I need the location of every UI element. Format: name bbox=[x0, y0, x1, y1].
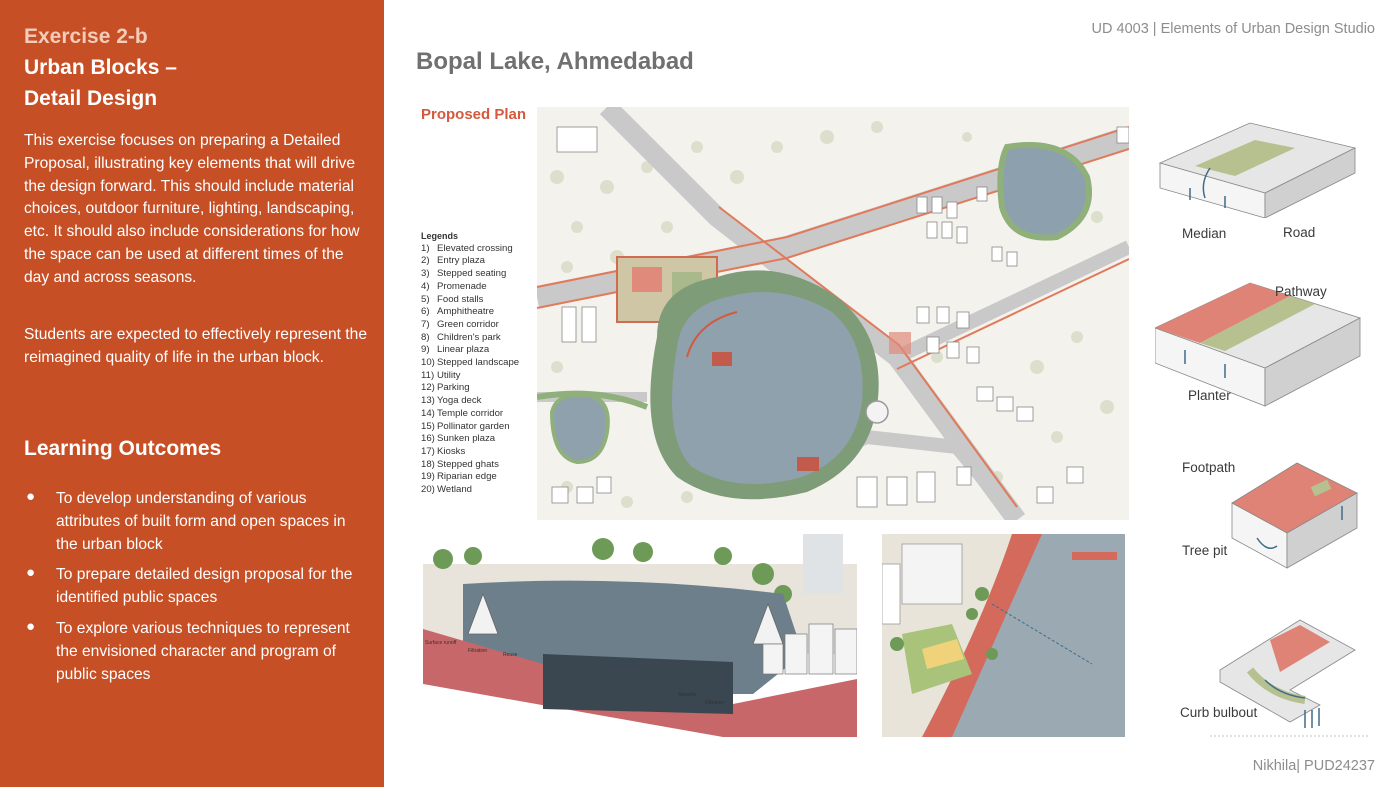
legend-text: Utility bbox=[437, 369, 461, 381]
tree-pit-label: Tree pit bbox=[1182, 543, 1228, 558]
tower-building bbox=[882, 564, 900, 624]
legend-number: 20) bbox=[421, 484, 435, 496]
annotation-filtration: Filtration bbox=[468, 648, 488, 654]
learning-outcome-item bbox=[24, 618, 369, 686]
proposed-plan-label: Proposed Plan bbox=[421, 106, 527, 123]
legend-item bbox=[421, 421, 533, 434]
legend-item bbox=[421, 294, 533, 307]
legend-item bbox=[421, 268, 533, 281]
legend-text: Parking bbox=[437, 382, 470, 394]
legend-number: 6) bbox=[421, 306, 430, 318]
legend-number: 14) bbox=[421, 407, 435, 419]
legend-text: Food stalls bbox=[437, 293, 484, 305]
legend-item bbox=[421, 332, 533, 345]
building-block bbox=[902, 544, 962, 604]
plan-legend bbox=[421, 230, 533, 497]
annotation-surface-runoff: Surface runoff bbox=[425, 640, 457, 646]
legend-number: 12) bbox=[421, 382, 435, 394]
legend-number: 9) bbox=[421, 344, 430, 356]
legend-item bbox=[421, 459, 533, 472]
planter-label: Planter bbox=[1188, 388, 1231, 403]
annotation-reuse: Reuse bbox=[503, 652, 518, 658]
legend-item bbox=[421, 433, 533, 446]
legend-number: 7) bbox=[421, 318, 430, 330]
bullet-icon: ● bbox=[26, 488, 36, 505]
legend-number: 18) bbox=[421, 458, 435, 470]
temple-roof bbox=[712, 352, 732, 366]
temple-roof bbox=[797, 457, 819, 471]
legend-item bbox=[421, 255, 533, 268]
elevated-crossing bbox=[889, 332, 911, 354]
project-title: Bopal Lake, Ahmedabad bbox=[416, 48, 694, 75]
footpath-treepit-diagram bbox=[1222, 458, 1362, 578]
legend-item bbox=[421, 306, 533, 319]
legend-text: Yoga deck bbox=[437, 395, 482, 407]
legend-number: 19) bbox=[421, 471, 435, 483]
exercise-number: Exercise 2-b bbox=[24, 25, 148, 48]
bullet-icon: ● bbox=[26, 617, 36, 635]
exercise-description: This exercise focuses on preparing a Detailed Proposal, illustrating key elements that will drive the design forward. This should include material choices, outdoor furniture, lighting, landscaping, etc. It should also include considerations for how the space can be used at different times of the day and across seasons. bbox=[24, 132, 360, 286]
legend-item bbox=[421, 344, 533, 357]
legend-number: 13) bbox=[421, 395, 435, 407]
pathway-label: Pathway bbox=[1275, 284, 1327, 299]
legend-number: 3) bbox=[421, 268, 430, 280]
legend-number: 10) bbox=[421, 357, 435, 369]
legend-item bbox=[421, 446, 533, 459]
legend-text: Temple corridor bbox=[437, 407, 504, 419]
ghat-perspective-illustration bbox=[882, 534, 1125, 737]
entry-plaza bbox=[632, 267, 662, 292]
legend-text: Stepped landscape bbox=[437, 357, 520, 369]
legend-number: 5) bbox=[421, 293, 430, 305]
legend-number: 1) bbox=[421, 242, 430, 254]
bopal-lake bbox=[672, 292, 863, 484]
pathway-planter-diagram bbox=[1155, 278, 1365, 408]
legend-number: 11) bbox=[421, 369, 435, 381]
legend-number: 4) bbox=[421, 280, 430, 292]
sidebar-panel bbox=[0, 0, 384, 787]
annotation-filtration-2: Filtration bbox=[705, 700, 725, 706]
footpath-label: Footpath bbox=[1182, 460, 1236, 475]
legend-item bbox=[421, 395, 533, 408]
exercise-title-line2: Detail Design bbox=[24, 87, 158, 110]
legend-number: 15) bbox=[421, 420, 435, 432]
legend-text: Kiosks bbox=[437, 445, 466, 457]
legend-text: Pollinator garden bbox=[437, 420, 510, 432]
legend-text: Amphitheatre bbox=[437, 306, 495, 318]
learning-outcome-text: To develop understanding of various attributes of built form and open spaces in the urban block bbox=[56, 490, 346, 553]
legend-number: 16) bbox=[421, 433, 435, 445]
legend-number: 8) bbox=[421, 331, 430, 343]
legend-item bbox=[421, 370, 533, 383]
learning-outcome-text: To prepare detailed design proposal for the identified public spaces bbox=[56, 566, 353, 607]
proposed-plan-map bbox=[537, 107, 1129, 520]
water-tower bbox=[803, 534, 843, 594]
legend-text: Stepped seating bbox=[437, 268, 507, 280]
legend-text: Linear plaza bbox=[437, 344, 490, 356]
legend-text: Elevated crossing bbox=[437, 242, 513, 254]
learning-outcome-item bbox=[24, 564, 369, 610]
legend-item bbox=[421, 484, 533, 497]
wetland-pond bbox=[1000, 145, 1089, 238]
legend-text: Green corridor bbox=[437, 318, 499, 330]
legend-item bbox=[421, 382, 533, 395]
annotation-absorbs: Absorbs bbox=[678, 692, 697, 698]
legend-number: 17) bbox=[421, 445, 435, 457]
course-title: UD 4003 | Elements of Urban Design Studio bbox=[1091, 21, 1375, 37]
legend-item bbox=[421, 281, 533, 294]
curb-bulbout-label: Curb bulbout bbox=[1180, 705, 1258, 720]
learning-outcome-text: To explore various techniques to represent the envisioned character and program of public spaces bbox=[56, 619, 350, 683]
small-lake bbox=[552, 395, 608, 462]
bullet-icon: ● bbox=[26, 564, 36, 582]
lake-section-illustration bbox=[423, 534, 857, 737]
legend-text: Stepped ghats bbox=[437, 458, 499, 470]
author-credit: Nikhila| PUD24237 bbox=[1252, 758, 1375, 774]
exercise-expectation: Students are expected to effectively represent the reimagined quality of life in the urban block. bbox=[24, 326, 367, 366]
legend-item bbox=[421, 319, 533, 332]
legend-item bbox=[421, 357, 533, 370]
pier-deck bbox=[1072, 552, 1117, 560]
legend-item bbox=[421, 243, 533, 256]
legend-text: Wetland bbox=[437, 484, 473, 496]
legend-item bbox=[421, 471, 533, 484]
legend-text: Entry plaza bbox=[437, 255, 485, 267]
road-label: Road bbox=[1283, 225, 1316, 240]
legend-text: Children's park bbox=[437, 331, 501, 343]
legend-text: Sunken plaza bbox=[437, 433, 496, 445]
exercise-title-line1: Urban Blocks – bbox=[24, 56, 177, 79]
legend-number: 2) bbox=[421, 255, 430, 267]
learning-outcomes-title: Learning Outcomes bbox=[24, 437, 222, 460]
learning-outcomes-list bbox=[24, 488, 369, 694]
learning-outcome-item bbox=[24, 488, 369, 556]
utility-tower bbox=[866, 401, 888, 423]
median-label: Median bbox=[1182, 226, 1227, 241]
median-road-diagram bbox=[1155, 118, 1365, 218]
exercise-heading bbox=[24, 21, 177, 114]
legend-item bbox=[421, 408, 533, 421]
legend-title: Legends bbox=[421, 231, 459, 241]
legend-text: Promenade bbox=[437, 280, 487, 292]
legend-text: Riparian edge bbox=[437, 471, 497, 483]
